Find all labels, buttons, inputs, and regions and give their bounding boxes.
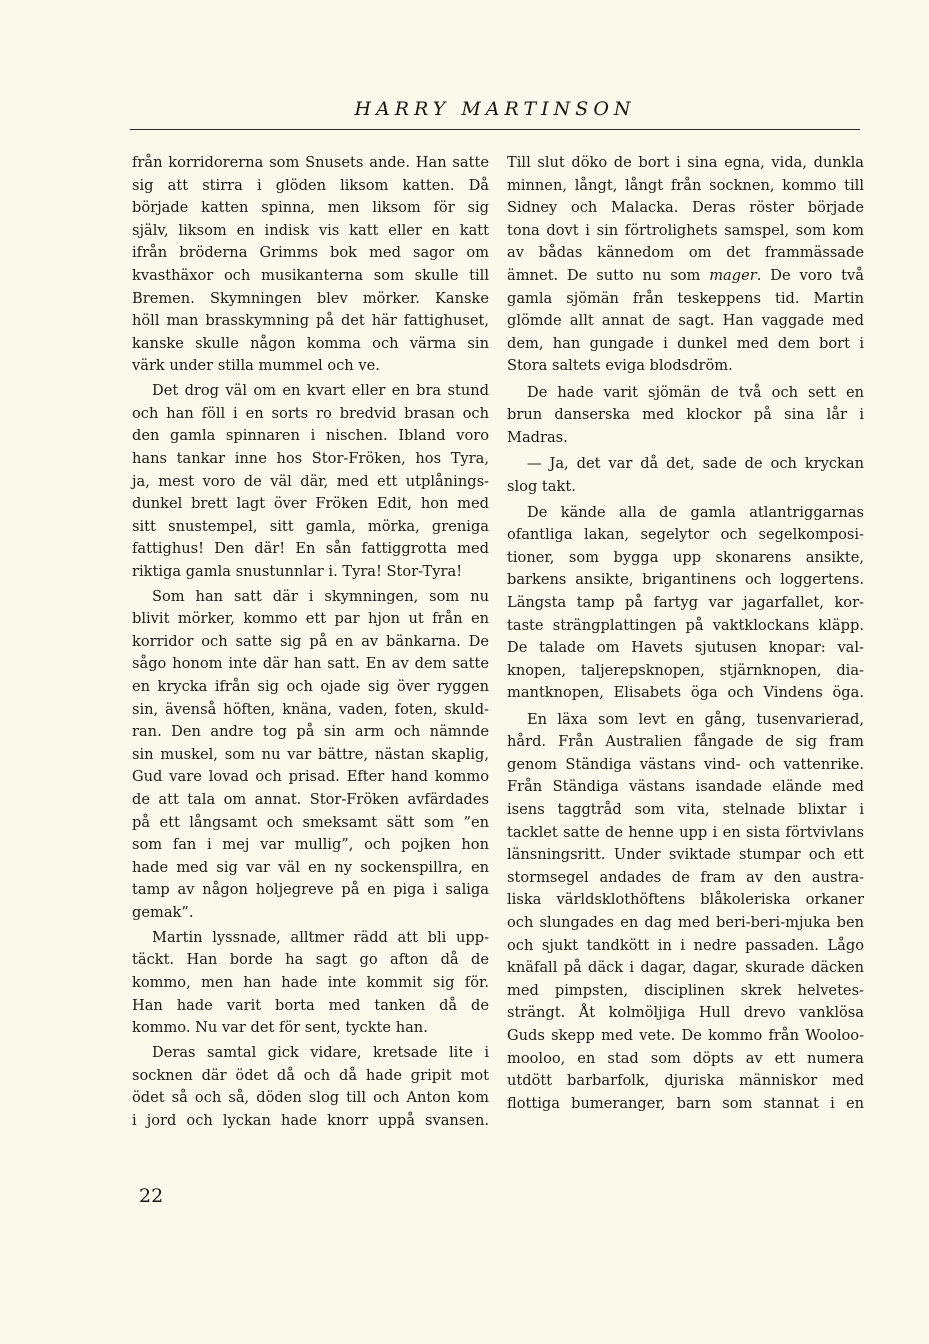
text-line: gemak”.	[132, 903, 194, 921]
text-line: Till slut döko de bort i sina egna, vida, dunkla	[507, 154, 864, 171]
text-line: började katten spinna, men liksom för sig	[132, 199, 489, 217]
text-line: mooloo, en stad som döpts av ett numera	[507, 1049, 864, 1067]
text-line: kvasthäxor och musikanterna som skulle till	[132, 266, 489, 284]
text-line: ofantliga lakan, segelytor och segelkomposi-	[507, 526, 864, 544]
text-segment: ämnet. De sutto nu som	[507, 266, 710, 284]
text-line: socknen där ödet då och då hade gripit mot	[132, 1066, 489, 1084]
text-line: en krycka ifrån sig och ojade sig över ryggen	[132, 678, 489, 696]
text-line: En läxa som levt en gång, tusenvarierad,	[527, 710, 864, 728]
text-line: sitt snustempel, sitt gamla, mörka, greniga	[132, 517, 489, 535]
text-line: Det drog väl om en kvart eller en bra stund	[152, 382, 489, 400]
text-line: genom Ständiga västans vind- och vattenrike.	[507, 755, 864, 773]
right-column	[507, 152, 864, 1119]
text-line: som fan i mej var mullig”, och pojken hon	[132, 836, 489, 854]
text-line: brun danserska med klockor på sina lår i	[507, 406, 864, 424]
text-line: av bådas kännedom om det frammässade	[507, 244, 864, 262]
text-line: sågo honom inte där han satt. En av dem satte	[132, 655, 489, 673]
text-line: mantknopen, Elisabets öga och Vindens öga.	[507, 684, 864, 702]
text-line: Madras.	[507, 428, 568, 446]
italic-word: mager	[709, 266, 757, 284]
text-line: sin muskel, som nu var bättre, nästan skaplig,	[132, 745, 489, 763]
text-line: Deras samtal gick vidare, kretsade lite i	[152, 1043, 489, 1061]
text-line: — Ja, det var då det, sade de och kryckan	[527, 454, 864, 472]
text-line: ran. Den andre tog på sin arm och nämnde	[132, 723, 489, 741]
text-line: korridor och satte sig på en av bänkarna. De	[132, 632, 489, 650]
text-line: täckt. Han borde ha sagt go afton då de	[132, 951, 489, 969]
text-line: själv, liksom en indisk vis katt eller en katt	[132, 221, 489, 239]
text-line: minnen, långt, långt från socknen, kommo till	[507, 176, 864, 194]
text-line: barkens ansikte, brigantinens och loggertens.	[507, 571, 864, 589]
text-line: värk under stilla mummel och ve.	[132, 357, 380, 375]
text-line: flottiga bumeranger, barn som stannat i en	[507, 1094, 864, 1112]
text-line: hård. Från Australien fångade de sig fram	[507, 733, 864, 751]
text-line: Guds skepp med vete. De kommo från Wooloo-	[507, 1026, 864, 1044]
paragraph	[507, 502, 864, 705]
text-line: knäfall på däck i dagar, dagar, skurade däcken	[507, 959, 864, 977]
text-line: hade med sig var väl en ny sockenspillra, en	[132, 858, 489, 876]
text-line: kanske skulle någon komma och värma sin	[132, 334, 489, 352]
text-line: sin, ävenså höften, knäna, vaden, foten, skuld-	[132, 700, 489, 718]
text-line: liska världsklothöftens blåkoleriska orkaner	[507, 891, 864, 909]
text-line: Längsta tamp på fartyg var jagarfallet, kor-	[507, 594, 864, 612]
text-line: Bremen. Skymningen blev mörker. Kanske	[132, 289, 489, 307]
text-line: på ett långsamt och smeksamt sätt som ”en	[132, 813, 489, 831]
text-line	[507, 265, 864, 288]
text-line: gamla sjömän från teskeppens tid. Martin	[507, 289, 864, 307]
text-line: den gamla spinnaren i nischen. Ibland voro	[132, 427, 489, 445]
text-line: ja, mest voro de väl där, med ett utplånings-	[132, 472, 489, 490]
text-line: De kände alla de gamla atlantriggarnas	[527, 503, 864, 521]
text-line: De talade om Havets sjutusen knopar: val-	[507, 639, 864, 657]
text-line: Martin lyssnade, alltmer rädd att bli upp-	[152, 928, 489, 946]
text-line: stormsegel andades de fram av den austra-	[507, 868, 864, 886]
text-line: i jord och lyckan hade knorr uppå svansen.	[132, 1111, 489, 1129]
paragraph	[507, 453, 864, 498]
text-line: Gud vare lovad och prisad. Efter hand kommo	[132, 768, 489, 786]
left-column	[132, 152, 489, 1134]
text-line: kommo, men han hade inte kommit sig för.	[132, 973, 489, 991]
text-line: kommo. Nu var det för sent, tyckte han.	[132, 1019, 428, 1037]
text-line: glömde allt annat de sagt. Han vaggade med	[507, 312, 864, 330]
text-line: de att tala om annat. Stor-Fröken avfärdades	[132, 791, 489, 808]
text-line: utdött barbarfolk, djuriska människor med	[507, 1072, 864, 1090]
paragraph	[132, 927, 489, 1040]
text-line: Från Ständiga västans isandade elände med	[507, 778, 864, 796]
text-line: från korridorerna som Snusets ande. Han satte	[132, 154, 489, 171]
text-line: länsningsritt. Under sviktade stumpar och ett	[507, 846, 864, 864]
text-line: riktiga gamla snustunnlar i. Tyra! Stor-Tyra!	[132, 562, 463, 580]
text-line: strängt. Åt kolmöljiga Hull drevo vanklösa	[507, 1004, 864, 1022]
text-line: tona dovt i sin förtrolighets samspel, som kom	[507, 221, 864, 239]
text-line: tacklet satte de henne upp i en sista förtvivlans	[507, 823, 864, 841]
page-number: 22	[139, 1185, 164, 1207]
text-line: taste strängplattingen på vaktklockans kläpp.	[507, 616, 864, 634]
text-line: dem, han gungade i dunkel med dem bort i	[507, 334, 864, 352]
text-line: slog takt.	[507, 477, 576, 495]
text-line: fattighus! Den där! En sån fattiggrotta med	[132, 540, 489, 558]
running-title: HARRY MARTINSON	[354, 98, 636, 120]
header-rule	[130, 129, 860, 130]
text-segment: . De voro två	[756, 266, 864, 284]
text-line: Han hade varit borta med tanken då de	[132, 996, 489, 1014]
text-line: Stora saltets eviga blodsdröm.	[507, 357, 733, 375]
text-line: och sjukt tandkött in i nedre passaden. Lågo	[507, 936, 864, 954]
text-line: med pimpsten, disciplinen skrek helvetes-	[507, 981, 864, 999]
paragraph	[132, 152, 489, 378]
text-line: och han föll i en sorts ro bredvid brasan och	[132, 404, 489, 422]
text-line: ödet så och så, döden slog till och Anton kom	[132, 1089, 489, 1107]
paragraph	[507, 152, 864, 378]
text-line: knopen, taljerepsknopen, stjärnknopen, dia-	[507, 661, 864, 679]
paragraph	[507, 382, 864, 450]
text-line: blivit mörker, kommo ett par hjon ut från en	[132, 610, 489, 628]
text-line: sig att stirra i glöden liksom katten. Då	[132, 176, 489, 194]
text-line: och slungades en dag med beri-beri-mjuka ben	[507, 913, 864, 931]
text-line: tioner, som bygga upp skonarens ansikte,	[507, 548, 864, 566]
text-line: ifrån bröderna Grimms bok med sagor om	[132, 244, 489, 262]
paragraph	[132, 380, 489, 583]
text-line: Som han satt där i skymningen, som nu	[152, 587, 489, 605]
text-line: höll man brasskymning på det här fattighuset,	[132, 312, 489, 330]
text-line: isens taggtråd som vita, stelnade blixtar i	[507, 801, 864, 818]
paragraph	[132, 586, 489, 925]
text-line: tamp av någon holjegreve på en piga i saliga	[132, 881, 489, 899]
text-line: dunkel brett lagt över Fröken Edit, hon med	[132, 495, 489, 513]
text-line: De hade varit sjömän de två och sett en	[527, 383, 864, 401]
paragraph	[132, 1042, 489, 1132]
text-line: Sidney och Malacka. Deras röster började	[507, 199, 864, 217]
paragraph	[507, 709, 864, 1116]
text-line: hans tankar inne hos Stor-Fröken, hos Tyra,	[132, 449, 489, 467]
